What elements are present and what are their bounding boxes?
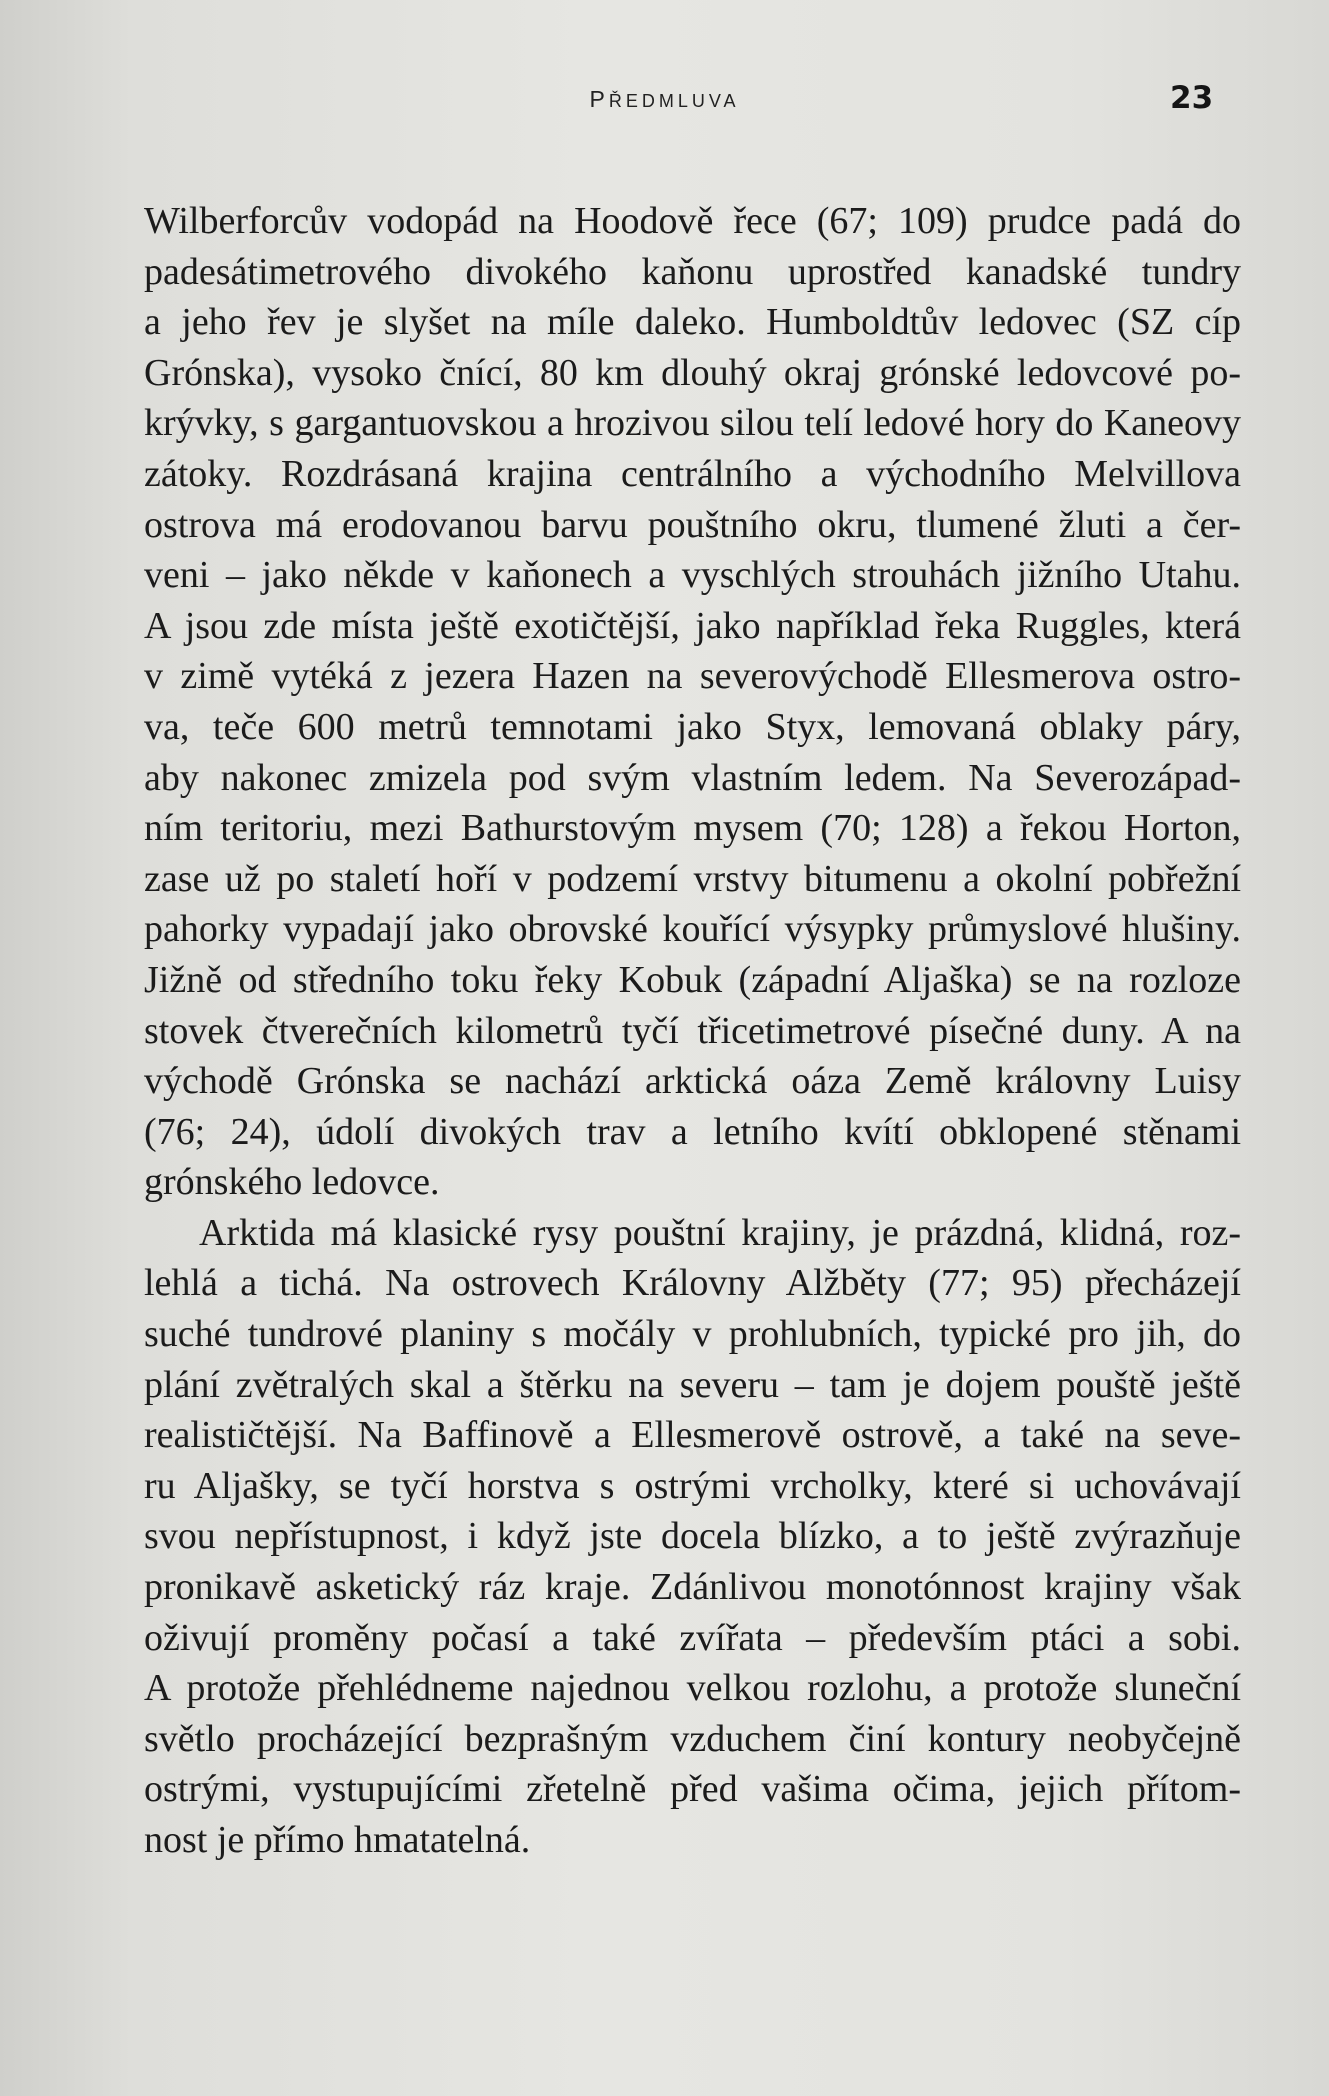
text-line: ostrými, vystupujícími zřetelně před vašima očima, jejich přítom- bbox=[144, 1768, 1241, 1811]
text-line: Grónska), vysoko čnící, 80 km dlouhý okraj grónské ledovcové po- bbox=[144, 351, 1241, 394]
text-line: Wilberforcův vodopád na Hoodově řece (67; 109) prudce padá do bbox=[144, 200, 1241, 242]
running-head-initial: P bbox=[589, 86, 609, 112]
text-line: lehlá a tichá. Na ostrovech Královny Alžběty (77; 95) přecházejí bbox=[144, 1262, 1241, 1305]
text-line: světlo procházející bezprašným vzduchem činí kontury neobyčejně bbox=[144, 1717, 1241, 1760]
text-line: pahorky vypadají jako obrovské kouřící výsypky průmyslové hlušiny. bbox=[144, 908, 1241, 951]
text-line: pronikavě asketický ráz kraje. Zdánlivou monotónnost krajiny však bbox=[144, 1566, 1241, 1609]
text-line: svou nepřístupnost, i když jste docela blízko, a to ještě zvýrazňuje bbox=[144, 1515, 1241, 1558]
text-line: a jeho řev je slyšet na míle daleko. Humboldtův ledovec (SZ cíp bbox=[144, 301, 1241, 344]
text-line: nost je přímo hmatatelná. bbox=[144, 1819, 531, 1861]
page-number: 23 bbox=[1170, 80, 1214, 116]
text-line: aby nakonec zmizela pod svým vlastním ledem. Na Severozápad- bbox=[144, 756, 1241, 799]
running-head-rest: ŘEDMLUVA bbox=[608, 91, 740, 111]
text-line: suché tundrové planiny s močály v prohlubních, typické pro jih, do bbox=[144, 1313, 1241, 1356]
text-line: ru Aljašky, se tyčí horstva s ostrými vrcholky, které si uchovávají bbox=[144, 1464, 1241, 1507]
text-line: východě Grónska se nachází arktická oáza Země královny Luisy bbox=[144, 1060, 1241, 1103]
text-line: zátoky. Rozdrásaná krajina centrálního a východního Melvillova bbox=[144, 452, 1241, 495]
text-line: A jsou zde místa ještě exotičtější, jako například řeka Ruggles, která bbox=[144, 604, 1241, 647]
text-line: v zimě vytéká z jezera Hazen na severovýchodě Ellesmerova ostro- bbox=[144, 655, 1241, 698]
text-line: krývky, s gargantuovskou a hrozivou silou telí ledové hory do Kaneovy bbox=[144, 402, 1241, 445]
text-line: (76; 24), údolí divokých trav a letního kvítí obklopené stěnami bbox=[144, 1110, 1241, 1153]
text-line: realističtější. Na Baffinově a Ellesmerově ostrově, a také na seve- bbox=[144, 1414, 1241, 1457]
text-line: oživují proměny počasí a také zvířata – především ptáci a sobi. bbox=[144, 1616, 1241, 1659]
text-line: Jižně od středního toku řeky Kobuk (západní Aljaška) se na rozloze bbox=[144, 958, 1241, 1001]
text-line: Arktida má klasické rysy pouštní krajiny, je prázdná, klidná, roz- bbox=[199, 1211, 1241, 1254]
text-line: ním teritoriu, mezi Bathurstovým mysem (70; 128) a řekou Horton, bbox=[144, 807, 1241, 850]
text-line: A protože přehlédneme najednou velkou rozlohu, a protože sluneční bbox=[144, 1667, 1241, 1710]
text-line: padesátimetrového divokého kaňonu uprostřed kanadské tundry bbox=[144, 250, 1241, 293]
text-line: zase už po staletí hoří v podzemí vrstvy bitumenu a okolní pobřežní bbox=[144, 857, 1241, 900]
paragraph-1 bbox=[144, 196, 1241, 1208]
paragraph-2 bbox=[144, 1208, 1241, 1866]
text-line: ostrova má erodovanou barvu pouštního okru, tlumené žluti a čer- bbox=[144, 503, 1241, 546]
body-text bbox=[144, 196, 1241, 1866]
text-line: plání zvětralých skal a štěrku na severu – tam je dojem pouště ještě bbox=[144, 1363, 1241, 1406]
text-line: veni – jako někde v kaňonech a vyschlých strouhách jižního Utahu. bbox=[144, 554, 1241, 597]
text-line: stovek čtverečních kilometrů tyčí třicetimetrové písečné duny. A na bbox=[144, 1009, 1241, 1052]
text-line: grónského ledovce. bbox=[144, 1161, 440, 1204]
text-line: va, teče 600 metrů temnotami jako Styx, lemovaná oblaky páry, bbox=[144, 705, 1241, 748]
running-head bbox=[0, 86, 1329, 113]
